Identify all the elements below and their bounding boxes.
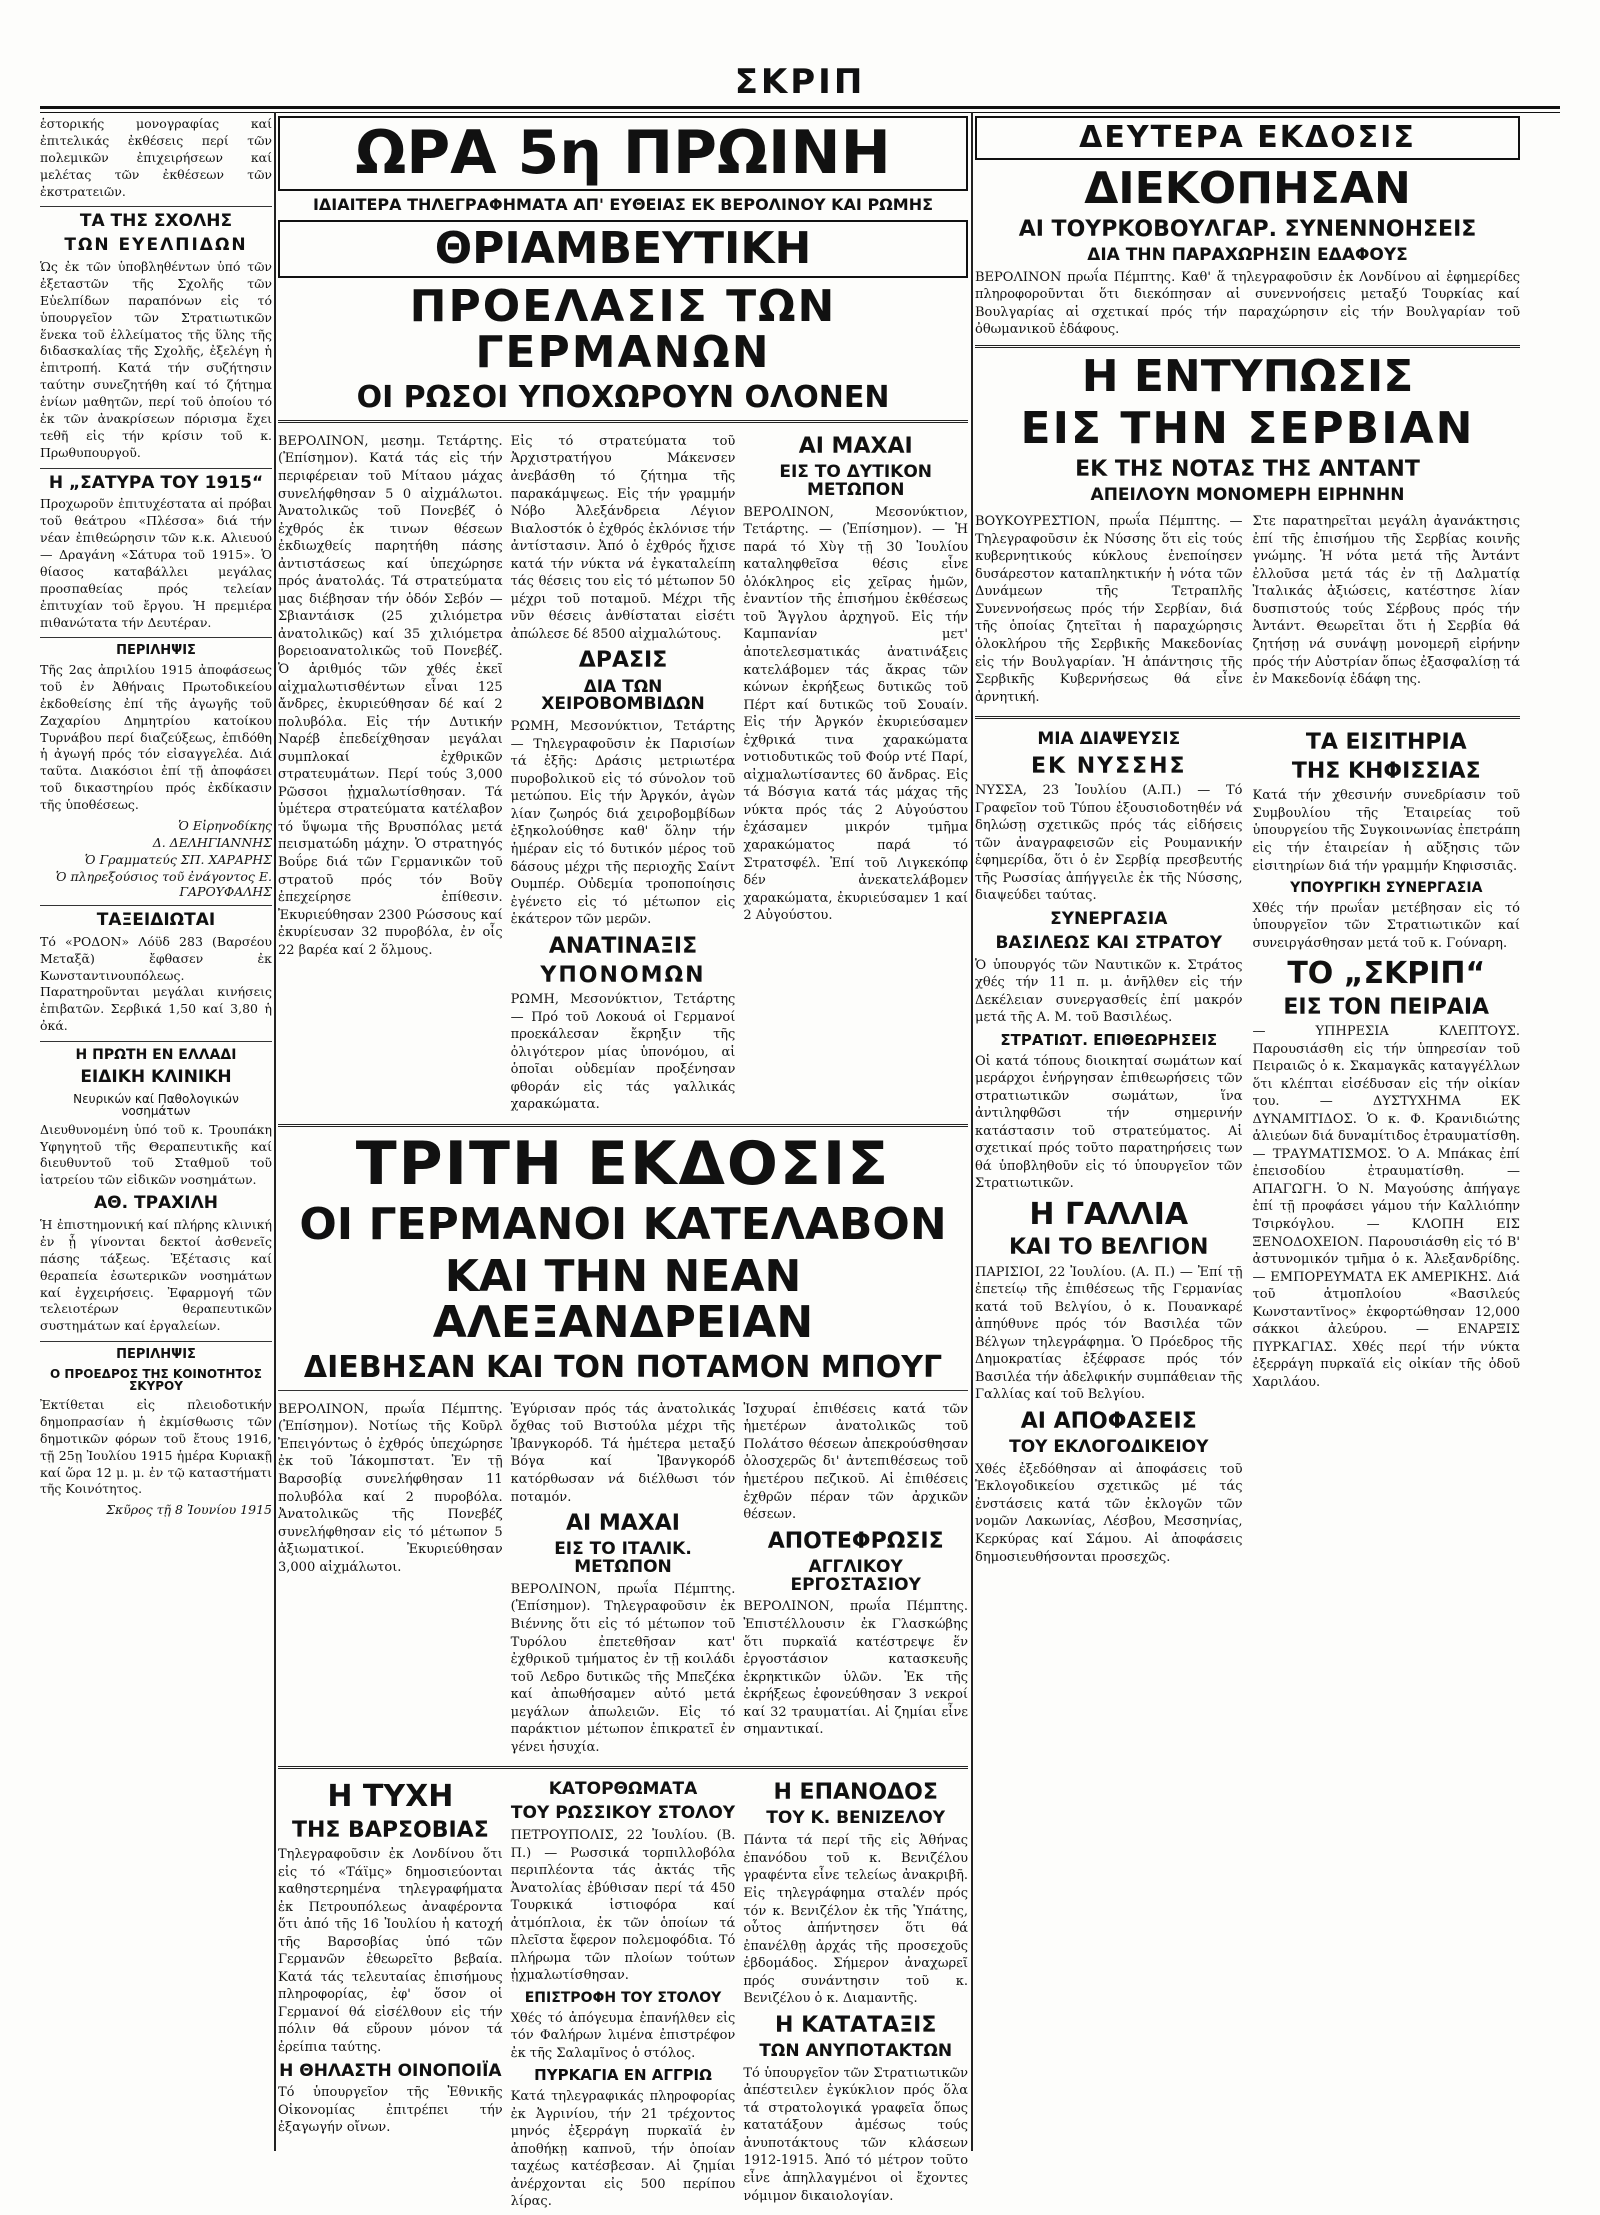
right-column <box>975 112 1520 2161</box>
newspaper-title: ΣΚΡΙΠ <box>734 62 866 102</box>
headline-impression: Η ΕΝΤΥΠΩΣΙΣ <box>1081 350 1414 402</box>
headline-cadets: ΤΑ ΤΗΣ ΣΧΟΛΗΣ <box>79 211 233 232</box>
notice2-title: ΠΕΡΙΛΗΨΙΣ <box>116 1347 196 1363</box>
notice-text: Τῆς 2ας ἀπριλίου 1915 ἀποφάσεως τοῦ ἐν Ἀθήναις Πρωτοδικείου ἐκδοθείσης ἐπί τῆς ἀγωγῆς τοῦ Ζαχαρίου Δημητρίου κατοίκου Τυρνάβου περί διαζεύξεως, ἐπιδόθη ἡ ἀγωγή πρός τόν εἰσαγγελέα. Διά ταῦτα. Διακόσιοι ἐπί τῇ ἀποφάσει τοῦ δικαστηρίου πρός ἐκδίκασιν τῆς ὑποθέσεως. <box>40 662 272 813</box>
notice-signature: Ὁ Γραμματεύς ΣΠ. ΧΑΡΑΡΗΣ <box>84 851 272 867</box>
headline-serbia: ΕΙΣ ΤΗΝ ΣΕΡΒΙΑΝ <box>1020 403 1475 454</box>
masthead <box>0 0 1600 110</box>
intro-text: ἑστορικής μονογραφίας καί ἐπιτελικάς ἐκθέσεις περί τῶν πολεμικῶν ἐπιχειρήσεων καί μελέτας τῶν ἐκθέσεων τῶν ἐκστρατειῶν. <box>40 116 272 199</box>
article-inspections: Οἱ κατά τόπους διοικηταί σωμάτων καί μεράρχοι ἐνήργησαν ἐπιθεωρήσεις τῶν στρατιωτικῶν σωμάτων, ἵνα ἀντιληφθῶσι τήν σημερινήν κατάστασιν τοῦ στρατεύματος. Αἱ σχετικαί πρός τοῦτο παρατηρήσεις των θά ὑποβληθοῦν εἰς τό ὑπουργεῖον τῶν Στρατιωτικῶν. <box>975 1053 1243 1192</box>
headline-territory: ΔΙΑ ΤΗΝ ΠΑΡΑΧΩΡΗΣΙΝ ΕΔΑΦΟΥΣ <box>1087 244 1408 265</box>
article-grenades: ΡΩΜΗ, Μεσονύκτιον, Τετάρτης — Τηλεγραφοῦσιν ἐκ Παρισίων τά ἑξῆς: Δράσις μετριωτέρα πυροβολικοῦ εἰς τό σύνολον τοῦ μετώπου. Εἰς τήν Ἀργκόν, ἀγὼν λίαν ζωηρός διά χειροβομβίδων ἐξηκολούθησε καθ' ὅλην τήν ἡμέραν εἰς τό δυτικόν μέρος τοῦ δάσους μέχρι τῆς περιοχῆς Σαίντ Ουμπέρ. Οὐδεμία τροποποίησις ἐγένετο εἰς τό μέτωπον εἰς ἑκάτερον τῶν μερῶν. <box>510 719 736 928</box>
article-venizelos: Πάντα τά περί τῆς εἰς Ἀθήνας ἐπανόδου τοῦ κ. Βενιζέλου γραφέντα εἶνε τελείως ἀνακριβῆ. Εἰς τηλεγράφημα σταλέν πρός τόν κ. Βενιζέλον ἐκ τῆς Ὑπάτης, οὗτος ἀπήντησεν ὅτι θά ἐπανέλθῃ ἀρχάς τῆς προσεχοῦς ἑβδομάδος. Σήμερον ἀναχωρεῖ πρός συνάντησιν τοῦ κ. Βενιζέλου ὁ κ. Διαμαντῆς. <box>743 1833 969 2007</box>
article-warsaw: Τηλεγραφοῦσιν ἐκ Λονδίνου ὅτι εἰς τό «Τάϊμς» δημοσιεύονται καθηστερημένα τηλεγραφήματα ἐκ Πετρουπόλεως ἀναφέροντα ὅτι ἀπό τῆς 16 Ἰουλίου ἡ κατοχή τῆς Βαρσοβίας ὑπό τῶν Γερμανῶν ἐθεωρεῖτο βεβαία. Κατά τάς τελευταίας ἐπισήμους πληροφορίας, ἐφ' ὅσον οἱ Γερμανοί θά εἰσέλθουν εἰς τήν πόλιν θά εὕρουν μόνον τά ἐρείπια ταύτης. <box>278 1846 503 2055</box>
article-western-front: ΒΕΡΟΛΙΝΟΝ, Μεσονύκτιον, Τετάρτης. — (Ἐπίσημον). — Ἡ παρά τό Χὺγ τῇ 30 Ἰουλίου καταληφθεῖσα θέσις εἶνε ὁλόκληρος εἰς χεῖρας ἡμῶν, ἐναντίον τῆς ἐπισήμου ἐκθέσεως τοῦ Ἄγγλου ἀρχηγοῦ. Εἰς τήν Καμπανίαν μετ' ἀποτελεσματικάς ἀνατινάξεις κατελάβομεν τάς ἄκρας τῶν κώνων ἐκρήξεως δυτικῶς τοῦ Πέρτ καί δυτικῶς τοῦ Σουαίν. Εἰς τήν Ἀργκόν ἐκυριεύσαμεν ἐχθρικά τινα χαρακώματα νοτιοδυτικῶς τοῦ Φούρ ντέ Παρί, αἰχμαλωτίσαντες 60 ἄνδρας. Εἰς τά Βόσγια κατά τάς μάχας τῆς νύκτα πρός τάς 2 Αὐγούστου ἐχάσαμεν μικρόν τμῆμα χαρακώματος παρά τό Στρατσφέλ. Ἐπί τοῦ Λιγκεκόπφ δέν ἀνεκατελάβομεν χαρακώματα, ἐκυριεύσαμεν 1 καί 2 Αὐγούστου. <box>743 504 969 924</box>
headline-wine: Η ΘΗΛΑΣΤΗ ΟΙΝΟΠΟΙΪΑ <box>279 2060 502 2081</box>
headline-warsaw: ΤΗΣ ΒΑΡΣΟΒΙΑΣ <box>291 1817 489 1843</box>
article-polazzo: Ἰσχυραί ἐπιθέσεις κατά τῶν ἡμετέρων ἀνατολικῶς τοῦ Πολάτσο θέσεων ἀπεκρούσθησαν ὁλοσχερῶς δι' ἀντεπιθέσεως τοῦ ἡμετέρου πεζικοῦ. Αἱ ἐπιθέσεις ἐχθρῶν πέραν τῶν ἀρχικῶν θέσεων. <box>743 1401 969 1523</box>
divider <box>975 716 1520 719</box>
headline-russian-fleet: ΤΟΥ ΡΩΣΣΙΚΟΥ ΣΤΟΛΟΥ <box>510 1803 736 1824</box>
article-factory: ΒΕΡΟΛΙΝΟΝ, πρωΐα Πέμπτης. Ἐπιστέλλουσιν ἐκ Γλασκώβης ὅτι πυρκαϊά κατέστρεψε ἕν ἐργοστάσιον κατασκευῆς ἐκρηκτικῶν ὑλῶν. Ἐκ τῆς ἐκρήξεως ἐφονεύθησαν 3 νεκροί καί 32 τραυματίαι. Αἱ ζημίαι εἶνε σημαντικαί. <box>743 1599 969 1738</box>
article-cadets: Ὡς ἐκ τῶν ὑποβληθέντων ὑπό τῶν ἐξεταστῶν τῆς Σχολῆς τῶν Εὐελπίδων παραπόνων εἰς τό ὑπουργεῖον τῶν Στρατιωτικῶν ἕνεκα τοῦ ἐλλείματος τῆς ὕλης τῆς διδασκαλίας τῆς Σχολῆς, ἐξελέγη ἡ ἐπιτροπή. Κατά τήν συζήτησιν ταύτην συνεζητήθη καί τό ζήτημα ἑνίων μαθητῶν, περί τοῦ ὁποίου τό ἐκ τῶν ἀνακρίσεων πόρισμα ἔχει τεθῆ εἰς τήν κρίσιν τοῦ κ. Πρωθυπουργοῦ. <box>40 259 272 460</box>
headline-inspections: ΣΤΡΑΤΙΩΤ. ΕΠΙΘΕΩΡΗΣΕΙΣ <box>1000 1030 1218 1049</box>
serbia-block <box>975 509 1520 710</box>
notice-signature: Ὁ Εἰρηνοδίκης <box>178 817 272 833</box>
headline-venizelos: ΤΟΥ Κ. ΒΕΝΙΖΕΛΟΥ <box>766 1808 946 1829</box>
headline-blowing-up: ΑΝΑΤΙΝΑΞΙΣ <box>548 933 698 959</box>
headline-from-nis: ΕΚ ΝΥΣΣΗΣ <box>1030 753 1187 779</box>
headline-fire: ΠΥΡΚΑΓΙΑ ΕΝ ΑΓΓΡΙΩ <box>534 2066 712 2085</box>
headline-travellers: ΤΑΞΕΙΔΙΩΤΑΙ <box>96 909 216 930</box>
notice2-signature: Σκῦρος τῇ 8 Ἰουνίου 1915 <box>106 1502 272 1518</box>
article-denial: ΝΥΣΣΑ, 23 Ἰουλίου (Α.Π.) — Τό Γραφεῖον τοῦ Τύπου ἐξουσιοδοτηθέν νά δηλώσῃ σχετικῶς πρός τάς εἰδήσεις τῶν ἀναγραφεισῶν εἰς Ρουμανικήν ἐφημερίδα, ὅτι ὁ ἐν Σερβίᾳ πρεσβευτής τῆς Ρωσσίας ἀπήγγειλε ἐκ τῆς Νύσσης, διαψεύδει ταύτας. <box>975 783 1243 904</box>
banner-5am: ΩΡΑ 5η ΠΡΩΙΝΗ <box>278 116 968 191</box>
center-column <box>278 112 969 2210</box>
headline-clinic-desc: Νευρικών καί Παθολογικών νοσημάτων <box>73 1091 239 1119</box>
article-berlin-thursday: ΒΕΡΟΛΙΝΟΝ, πρωΐα Πέμπτης. (Ἐπίσημον). Νοτίως τῆς Κοῦρλ Ἐπειγόντως ὁ ἐχθρός ὑπεχώρησε ἐκ τοῦ Ἰάκομπστατ. Ἐν τῇ Βαρσοβίᾳ συνελήφθησαν 11 πολυβόλα καί 2 πυροβόλα. Ἀνατολικῶς τῆς Πονεβέζ συνελήφθησαν εἰς τό μέτωπον 5 ἀξιωματικοί. Ἐκυριεύθησαν 3,000 αἰχμάλωτοι. <box>278 1401 503 1575</box>
article-tickets: Κατά τήν χθεσινήν συνεδρίασιν τοῦ Συμβουλίου τῆς Ἑταιρείας τοῦ ὑπουργείου τῆς Συγκοινωνίας ἐπετράπη εἰς τήν ἑταιρείαν ἡ αὔξησις τῶν εἰσιτηρίων διά τήν γραμμήν Κηφισσιᾶς. <box>1252 788 1520 874</box>
article-satire: Προχωροῦν ἐπιτυχέστατα αἱ πρόβαι τοῦ θεάτρου «Πλέσσα» διά τήν νέαν ἐπιθεώρησιν τῶν κ.κ. Αλιευού — Δραγάνη «Σάτυρα τοῦ 1915». Ὁ θίασος καταβάλλει μεγάλας προσπαθείας πρός τελείαν ἐπιτυχίαν τοῦ ἔργου. Ἡ πρεμιέρα πιθανώτατα τήν Δευτέραν. <box>40 496 272 630</box>
article-cooperation: Ὁ ὑπουργός τῶν Ναυτικῶν κ. Στράτος χθές τήν 11 π. μ. ἀνῆλθεν εἰς τήν Δεκέλειαν συνεργασθείς ἐπί μακρόν μετά τῆς Α. Μ. τοῦ Βασιλέως. <box>975 957 1243 1026</box>
column-divider <box>274 112 276 2151</box>
headline-mines: ΥΠΟΝΟΜΩΝ <box>540 962 706 988</box>
story-block-2 <box>278 1397 968 1761</box>
headline-battles: ΑΙ ΜΑΧΑΙ <box>798 433 913 459</box>
headline-cooperation: ΣΥΝΕΡΓΑΣΙΑ <box>1050 908 1168 929</box>
headline-belgium: ΚΑΙ ΤΟ ΒΕΛΓΙΟΝ <box>1009 1235 1209 1261</box>
article-ministerial: Χθές τήν πρωΐαν μετέβησαν εἰς τό ὑπουργεῖον τῶν Στρατιωτικῶν καί συνειργάσθησαν μετά τοῦ κ. Γούναρη. <box>1252 900 1520 951</box>
headline-france: Η ΓΑΛΛΙΑ <box>1029 1196 1189 1232</box>
headline-english-factory: ΑΓΓΛΙΚΟΥ ΕΡΓΟΣΤΑΣΙΟΥ <box>790 1556 921 1595</box>
headline-clinic: Η ΠΡΩΤΗ ΕΝ ΕΛΛΑΔΙ <box>75 1047 237 1064</box>
headline-ministerial: ΥΠΟΥΡΓΙΚΗ ΣΥΝΕΡΓΑΣΙΑ <box>1290 880 1483 897</box>
headline-germans-captured: ΟΙ ΓΕΡΜΑΝΟΙ ΚΑΤΕΛΑΒΟΝ <box>299 1198 947 1250</box>
article-clinic: Διευθυνομένη ὑπό τοῦ κ. Τρουπάκη Υφηγητοῦ τῆς Θεραπευτικῆς καί διευθυντοῦ τοῦ Σταθμοῦ τοῦ ἰατρείου τῶν εἰδικῶν νοσημάτων. <box>40 1121 272 1188</box>
headline-clinic-sub: ΕΙΔΙΚΗ ΚΛΙΝΙΚΗ <box>80 1066 232 1087</box>
divider <box>40 206 272 207</box>
headline-tickets: ΤΑ ΕΙΣΙΤΗΡΙΑ <box>1305 730 1467 756</box>
divider <box>40 1041 272 1042</box>
headline-action: ΔΡΑΣΙΣ <box>578 648 668 674</box>
headline-piraeus: ΕΙΣ ΤΟΝ ΠΕΙΡΑΙΑ <box>1283 994 1490 1020</box>
divider <box>40 1341 272 1342</box>
headline-kifissia: ΤΗΣ ΚΗΦΙΣΣΙΑΣ <box>1291 759 1481 785</box>
headline-feats: ΚΑΤΟΡΘΩΜΑΤΑ <box>548 1779 698 1800</box>
article-serbia: ΒΟΥΚΟΥΡΕΣΤΙΟΝ, πρωΐα Πέμπτης. — Τηλεγραφοῦσιν ἐκ Νύσσης ὅτι εἰς τούς κυβερνητικούς κύκλους ἐνεποίησεν δυσάρεστον καταπληκτικήν ἡ νότα τῶν Δυνάμεων τῆς Τετραπλῆς Συνεννοήσεως πρός τήν Σερβίαν, διά τῆς ὁποίας ζητεῖται ἡ παραχώρησις ὁλοκλήρου τῆς Σερβικῆς Μακεδονίας εἰς τήν Βουλγαρίαν. Ἡ ἀπάντησις τῆς Σερβικῆς Κυβερνήσεως θά εἶνε ἀρνητική. <box>975 514 1243 705</box>
headline-bug-river: ΔΙΕΒΗΣΑΝ ΚΑΙ ΤΟΝ ΠΟΤΑΜΟΝ ΜΠΟΥΓ <box>303 1350 943 1386</box>
banner-third-edition: ΤΡΙΤΗ ΕΚΔΟΣΙΣ <box>355 1128 891 1199</box>
banner-second-edition: ΔΕΥΤΕΡΑ ΕΚΔΟΣΙΣ <box>975 116 1520 160</box>
article-doctor: Ἡ ἐπιστημονική καί πλήρης κλινική ἐν ᾗ γίνονται δεκτοί ἀσθενεῖς πάσης τάξεως. Ἐξέτασις καί θεραπεία ἐσωτερικῶν νοσημάτων καί ἐγχειρήσεις. Ἐφαρμογή τῶν τελειοτέρων θεραπευτικῶν συστημάτων καί ἐργαλείων. <box>40 1217 272 1334</box>
headline-electoral-court: ΤΟΥ ΕΚΛΟΓΟΔΙΚΕΙΟΥ <box>1009 1436 1209 1457</box>
notice2-subtitle: Ο ΠΡΟΕΔΡΟΣ ΤΗΣ ΚΟΙΝΟΤΗΤΟΣ ΣΚΥΡΟΥ <box>50 1366 262 1394</box>
story-block-1 <box>278 429 968 1118</box>
article-france-belgium: ΠΑΡΙΣΙΟΙ, 22 Ἰουλίου. (Α. Π.) — Ἐπί τῇ ἐπετείῳ τῆς ἐπιθέσεως τῆς Γερμανίας κατά τοῦ Βελγίου, ὁ κ. Πουανκαρέ ἀπηύθυνε πρός τόν Βασιλέα τῶν Βέλγων τηλεγράφημα. Ὁ Πρόεδρος τῆς Δημοκρατίας ἐξέφρασε πρός τόν Βασιλέα τήν ἀδελφικήν συμπάθειαν τῆς Γαλλίας καί τοῦ Βελγίου. <box>975 1264 1243 1403</box>
headline-triumphant: ΘΡΙΑΜΒΕΥΤΙΚΗ <box>278 220 968 278</box>
divider <box>278 420 968 423</box>
headline-denial: ΜΙΑ ΔΙΑΨΕΥΣΙΣ <box>1037 729 1181 750</box>
article-vistula: Ἐγύρισαν πρός τάς ἀνατολικάς ὄχθας τοῦ Βιστούλα μέχρι τῆς Ἰβανγκορόδ. Τά ἡμέτερα μεταξύ Βόγα καί Ἰβανγκορόδ κατόρθωσαν νά διέλθωσι τόν ποταμόν. <box>510 1401 736 1505</box>
headline-satire: Η „ΣΑΤΥΡΑ ΤΟΥ 1915“ <box>48 472 264 493</box>
headline-fate: Η ΤΥΧΗ <box>327 1779 454 1815</box>
article-russian-fleet: ΠΕΤΡΟΥΠΟΛΙΣ, 22 Ἰουλίου. (Β. Π.) — Ρωσσικά τορπιλλοβόλα περιπλέοντα τάς ἀκτάς τῆς Ἀνατολίας ἐβύθισαν περί τά 450 Τουρκικά ἱστιοφόρα καί ἀτμόπλοια, ἐκ τῶν ὁποίων τά πλεῖστα ἔφερον πολεμοφόδια. Τό πλήρωμα τῶν πλοίων τούτων ᾐχμαλωτίσθησαν. <box>510 1828 736 1984</box>
article-wine: Τό ὑπουργεῖον τῆς Ἐθνικῆς Οἰκονομίας ἐπιτρέπει τήν ἐξαγωγήν οἴνων. <box>278 2085 503 2136</box>
headline-skrip: ΤΟ „ΣΚΡΙΠ“ <box>1287 956 1486 992</box>
notice-signature: Ὁ πληρεξούσιος τοῦ ἐνάγοντος Ε. ΓΑΡΟΥΦΑΛΗΣ <box>55 868 272 899</box>
headline-battles-italy: ΑΙ ΜΑΧΑΙ <box>566 1511 680 1537</box>
divider <box>40 905 272 906</box>
article-travellers: Τό «ΡΟΔΟΝ» Λόϋδ 283 (Βαρσέου Μεταξᾶ) ἔφθασεν ἐκ Κωνσταντινουπόλεως. Παρατηροῦνται μεγάλαι κινήσεις ἐπιβατῶν. Σερβικά 1,50 καί 3,80 ἡ ὀκά. <box>40 933 272 1034</box>
headline-new-alexandria: ΚΑΙ ΤΗΝ ΝΕΑΝ ΑΛΕΞΑΝΔΡΕΙΑΝ <box>432 1250 814 1349</box>
divider <box>278 1124 968 1127</box>
column-divider <box>971 112 973 2151</box>
article-serbia-cont: Στε παρατηρεῖται μεγάλη ἀγανάκτησις ἐπί τῆς ἐπισήμου τῆς Σερβίας κοινῆς γνώμης. Ἡ νότα μετά τῆς Ἀντάντ ἐλλοῦσα μετά τάς ἐν τῇ Δαλματίᾳ Ἰταλικάς ἀξιώσεις, κατέστησε λίαν δυσπιστούς τούς Σέρβους πρός τήν Ἀντάντ. Θεωρεῖται ὅτι ἡ Σερβία θά ζητήσῃ νά συνάψῃ μονομερῆ εἰρήνην πρός τήν Αὐστρίαν ὅπως ἐξασφαλίσῃ τά ἐν Μακεδονίᾳ ἐδάφη της. <box>1252 514 1521 688</box>
headline-return: Η ΕΠΑΝΟΔΟΣ <box>773 1780 938 1806</box>
article-turco-bulgarian: ΒΕΡΟΛΙΝΟΝ πρωΐα Πέμπτης. Καθ' ἅ τηλεγραφοῦσιν ἐκ Λονδίνου αἱ ἐφημερίδες πληροφοροῦνται ὅτι διεκόπησαν αἱ συνεννοήσεις μεταξύ Τουρκίας καί Βουλγαρίας αἱ σχετικαί πρός τήν παραχώρησιν εἰς τήν Βουλγαρίαν τοῦ ὀθωμανικοῦ ἐδάφους. <box>975 269 1520 338</box>
headline-grenades: ΔΙΑ ΤΩΝ ΧΕΙΡΟΒΟΜΒΙΔΩΝ <box>541 676 705 715</box>
divider <box>278 1766 968 1769</box>
headline-cadets-sub: ΤΩΝ ΕΥΕΛΠΙΔΩΝ <box>64 235 248 256</box>
headline-separate-peace: ΑΠΕΙΛΟΥΝ ΜΟΝΟΜΕΡΗ ΕΙΡΗΝΗΝ <box>1090 485 1405 506</box>
article-italian-front: ΒΕΡΟΛΙΝΟΝ, πρωΐα Πέμπτης. (Ἐπίσημον). Τηλεγραφοῦσιν ἐκ Βιέννης ὅτι εἰς τό μέτωπον τοῦ Τυρόλου ἐπετεθῆσαν κατ' ἐχθρικοῦ τμήματος ἐν τῇ κοιλάδι τοῦ Λεδρο δυτικῶς τῆς Μπεζέκα καί ἀπωθήσαμεν αὐτό μετά μεγάλων ἀπωλειῶν. Εἰς τό παράκτιον μέτωπον ἐπικρατεῖ ἐν γένει ἡσυχία. <box>510 1581 736 1755</box>
article-mines: ΡΩΜΗ, Μεσονύκτιον, Τετάρτης — Πρό τοῦ Λοκουά οἱ Γερμανοί προεκάλεσαν ἔκρηξιν τῆς ὀλιγότερον μίας ὑπονόμου, αἱ ὁποῖαι οὐδεμίαν προξένησαν φθοράν εἰς τάς γαλλικάς χαρακώματα. <box>510 991 736 1113</box>
notice2-text: Ἐκτίθεται εἰς πλειοδοτικήν δημοπρασίαν ἡ ἐκμίσθωσις τῶν δημοτικῶν φόρων τοῦ ἔτους 1916, τῇ 25ῃ Ἰουλίου 1915 ἡμέρα Κυριακῇ καί ὥρα 12 μ. μ. ἐν τῷ καταστήματι τῆς Κοινότητος. <box>40 1397 272 1497</box>
article-fleet-return: Χθές τό ἀπόγευμα ἐπανήλθεν εἰς τόν Φαλήρων λιμένα ἐπιστρέφον ἐκ τῆς Σαλαμῖνος ὁ στόλος. <box>510 2010 736 2061</box>
headline-russians-retreat: ΟΙ ΡΩΣΟΙ ΥΠΟΧΩΡΟΥΝ ΟΛΟΝΕΝ <box>356 380 890 416</box>
headline-incineration: ΑΠΟΤΕΦΡΩΣΙΣ <box>767 1528 944 1554</box>
article-fire: Κατά τηλεγραφικάς πληροφορίας ἐκ Ἀγρινίου, τήν 21 τρέχοντος μηνός ἐξερράγη πυρκαϊά ἐν ἀποθήκῃ καπνοῦ, τήν ὁποίαν ταχέως κατέσβεσαν. Αἱ ζημίαι ἀνέρχονται εἰς 500 περίπου λίρας. <box>510 2089 736 2210</box>
headline-german-advance: ΠΡΟΕΛΑΣΙΣ ΤΩΝ ΓΕΡΜΑΝΩΝ <box>409 280 837 379</box>
divider <box>40 637 272 638</box>
headline-italian-front: ΕΙΣ ΤΟ ΙΤΑΛΙΚ. ΜΕΤΩΠΟΝ <box>554 1539 692 1578</box>
headline-western-front: ΕΙΣ ΤΟ ΔΥΤΙΚΟΝ ΜΕΤΩΠΟΝ <box>779 461 933 500</box>
notice-signature: Δ. ΔΕΛΗΓΙΑΝΝΗΣ <box>152 834 272 850</box>
headline-decisions: ΑΙ ΑΠΟΦΑΣΕΙΣ <box>1020 1408 1197 1434</box>
headline-enlistment: Η ΚΑΤΑΤΑΞΙΣ <box>775 2012 937 2038</box>
story-block-3 <box>278 1775 968 2215</box>
headline-turco-bulgarian: ΑΙ ΤΟΥΡΚΟΒΟΥΛΓΑΡ. ΣΥΝΕΝΝΟΗΣΕΙΣ <box>1018 216 1477 242</box>
news-block-1 <box>975 725 1520 1570</box>
headline-interrupted: ΔΙΕΚΟΠΗΣΑΝ <box>1084 162 1411 214</box>
notice-title: ΠΕΡΙΛΗΨΙΣ <box>116 643 196 659</box>
divider <box>975 345 1520 348</box>
article-draft-evaders: Τό ὑπουργεῖον τῶν Στρατιωτικῶν ἀπέστειλεν ἐγκύκλιον πρός ὅλα τά στρατολογικά γραφεῖα ὅπως κατατάξουν ἀμέσως τούς ἀνυποτάκτους τῶν κλάσεων 1912-1915. Ἀπό τό μέτρον τοῦτο εἶνε ἀπηλλαγμένοι οἱ ἔχοντες νόμιμον δικαιολογίαν. <box>743 2065 969 2204</box>
headline-fleet-return: ΕΠΙΣΤΡΟΦΗ ΤΟΥ ΣΤΟΛΟΥ <box>524 1989 722 2006</box>
headline-doctor: ΑΘ. ΤΡΑΧΙΛΗ <box>93 1193 218 1214</box>
article-berlin: ΒΕΡΟΛΙΝΟΝ, μεσημ. Τετάρτης. (Ἐπίσημον). Κατά τάς εἰς τήν περιφέρειαν τοῦ Μίταου μάχας συνελήφθησαν 5 0 αἰχμάλωτοι. Ἀνατολικῶς τοῦ Πονεβέζ ὁ ἐχθρός ἐκ τινων θέσεων ἐκδιωχθείς παρητήθη πάσης ἀντιστάσεως καί ὑπεχώρησε πρός ἀνατολάς. Τά στρατεύματα μας διέβησαν τήν ὁδόν Σεβόν — Σβιαντάισκ (25 χιλιόμετρα ἀνατολικῶς) καί 35 χιλιόμετρα βορειοανατολικῶς τοῦ Πονεβέζ. Ὁ ἀριθμός τῶν χθές ἐκεῖ αἰχμαλωτισθέντων εἶναι 125 ἄνδρες, ἐκυριεύθησαν δέ καί 2 πολυβόλα. Εἰς τήν Δυτικήν Ναρέβ ἐπεδείχθησαν μεγάλαι συμπλοκαί ἐχθρικῶν στρατευμάτων. Περί τούς 3,000 Ρῶσσοι ᾐχμαλωτίσθησαν. Τά ὑμέτερα στρατεύματα κατέλαβον τό ὕψωμα τῆς Βρυσπόλας μετά πεισματώδη μάχην. Ὁ στρατηγός Βοΰρε διά τῶν Γερμανικῶν τοῦ στρατοῦ πρός τόν Βοῦγ ἐπεχείρησε ἐπίθεσιν. Ἐκυριεύθησαν 2300 Ρώσσους καί ἐκυρίευσαν 32 πυροβόλα, ἐν οἷς 22 βαρέα καί 2 ὅλμους. <box>278 433 503 958</box>
headline-king-army: ΒΑΣΙΛΕΩΣ ΚΑΙ ΣΤΡΑΤΟΥ <box>995 932 1223 953</box>
article-piraeus: — ΥΠΗΡΕΣΙΑ ΚΛΕΠΤΟΥΣ. Παρουσιάσθη εἰς τήν ὑπηρεσίαν τοῦ Πειραιῶς ὁ κ. Σκαμαγκᾶς καταγγέλλων ὅτι κλέπται εἰσέδυσαν εἰς τήν οἰκίαν του. — ΔΥΣΤΥΧΗΜΑ ΕΚ ΔΥΝΑΜΙΤΙΔΟΣ. Ὁ κ. Φ. Κρανιδιώτης ἁλιεύων διά δυναμίτιδος ἐτραυματίσθη. — ΤΡΑΥΜΑΤΙΣΜΟΣ. Ὁ Α. Μπάκας ἐπί ἐπεισοδίου ἐτραυματίσθη. — ΑΠΑΓΩΓΗ. Ὁ Ν. Μαγούσης ἀπήγαγε ἐπί τῇ προφάσει γάμου τήν Καλλιόπην Τσιρκόγλου. — ΚΛΟΠΗ ΕΙΣ ΞΕΝΟΔΟΧΕΙΟΝ. Παρουσιάσθη εἰς τό Β' ἀστυνομικόν τμῆμα ὁ κ. Ἀλεξανδρίδης. — ΕΜΠΟΡΕΥΜΑΤΑ ΕΚ ΑΜΕΡΙΚΗΣ. Διά τοῦ ἀτμοπλοίου «Βασιλεύς Κωνσταντῖνος» ἐκφορτώθησαν 12,000 σάκκοι ἀλεύρου. — ΕΝΑΡΞΙΣ ΠΥΡΚΑΓΙΑΣ. Χθές περί τήν νύκτα ἐξερράγη πυρκαϊά εἰς οἰκίαν τῆς ὁδοῦ Χαριλάου. <box>1252 1023 1520 1390</box>
headline-entente-note: ΕΚ ΤΗΣ ΝΟΤΑΣ ΤΗΣ ΑΝΤΑΝΤ <box>1075 457 1420 483</box>
headline-draft-evaders: ΤΩΝ ΑΝΥΠΟΤΑΚΤΩΝ <box>759 2040 953 2061</box>
left-column <box>40 112 272 2161</box>
divider <box>278 1390 968 1391</box>
article-mackensen: Εἰς τό στρατεύματα τοῦ Ἀρχιστρατήγου Μάκενσεν ἀνεβάσθη τό ζήτημα τῆς παρακάμψεως. Εἰς τήν γραμμήν Νόβο Ἀλεξάνδρεια Λέγιον Βιαλοστόκ ὁ ἐχθρός ἐκλόνισε τήν ἀντίστασιν. Ἀπό ὁ ἐχθρός ἤχισε κατά τήν νύκτα νά ἐγκαταλείπη τάς θέσεις του εἰς τό μέτωπον 50 μέχρι τοῦ ποταμοῦ. Μέχρι τῆς νῦν θέσεις ἀνθίσταται εἰσέτι ἀπώλεσε δέ 8500 αἰχμαλώτους. <box>510 433 736 642</box>
banner-5am-sub: ΙΔΙΑΙΤΕΡΑ ΤΗΛΕΓΡΑΦΗΜΑΤΑ ΑΠ' ΕΥΘΕΙΑΣ ΕΚ ΒΕΡΟΛΙΝΟΥ ΚΑΙ ΡΩΜΗΣ <box>312 195 934 214</box>
divider <box>40 468 272 469</box>
article-electoral-court: Χθές ἐξεδόθησαν αἱ ἀποφάσεις τοῦ Ἐκλογοδικείου σχετικῶς μέ τάς ἐνστάσεις κατά τῶν ἐκλογῶν τῶν νομῶν Λακωνίας, Λέσβου, Μεσσηνίας, Κερκύρας καί Σάμου. Αἱ ἀποφάσεις δημοσιευθήσονται προσεχῶς. <box>975 1461 1243 1565</box>
